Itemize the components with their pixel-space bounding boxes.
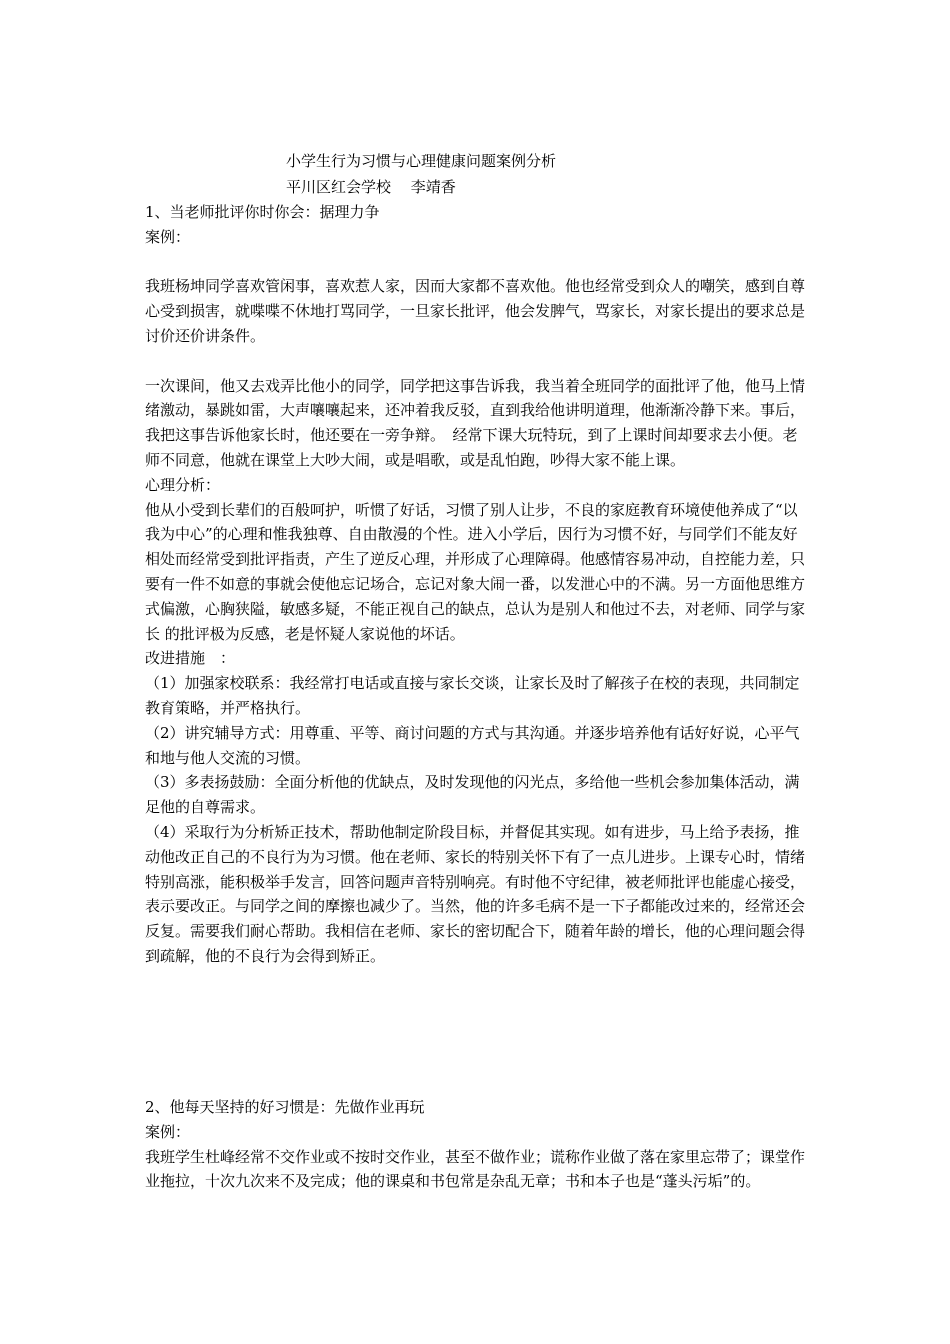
section-2-heading: 2、他每天坚持的好习惯是：先做作业再玩 bbox=[145, 1098, 425, 1116]
measure-item: （3）多表扬鼓励：全面分析他的优缺点，及时发现他的闪光点，多给他一些机会参加集体活动，满足他的自尊需求。 bbox=[145, 773, 800, 817]
measures-label: 改进措施 ： bbox=[145, 649, 236, 668]
case-label: 案例： bbox=[145, 227, 191, 246]
measure-item: （2）讲究辅导方式：用尊重、平等、商讨问题的方式与其沟通。并逐步培养他有话好好说，心平气和地与他人交流的习惯。 bbox=[145, 723, 800, 767]
case-paragraph-2: 一次课间，他又去戏弄比他小的同学，同学把这事告诉我，我当着全班同学的面批评了他，他马上情绪激动，暴跳如雷，大声嚷嚷起来，还冲着我反驳，直到我给他讲明道理，他渐渐冷静下来。事后，我把这事告诉他家长时，他还要在一旁争辩。 经常下课大玩特玩，到了上课时间却要求去小便。老师不同意，他就在课堂上大吵大闹，或是唱歌，或是乱怕跑，吵得大家不能上课。 bbox=[145, 376, 806, 469]
document-title: 小学生行为习惯与心理健康问题案例分析 bbox=[286, 152, 557, 170]
section-1 bbox=[145, 200, 807, 969]
case-label: 案例： bbox=[145, 1122, 191, 1141]
measure-item: （4）采取行为分析矫正技术，帮助他制定阶段目标，并督促其实现。如有进步，马上给予表扬，推动他改正自己的不良行为为习惯。他在老师、家长的特别关怀下有了一点儿进步。上课专心时，情绪特别高涨，能积极举手发言，回答问题声音特别响亮。有时他不守纪律，被老师批评也能虚心接受，表示要改正。与同学之间的摩擦也减少了。当然，他的许多毛病不是一下子都能改过来的，经常还会反复。需要我们耐心帮助。我相信在老师、家长的密切配合下，随着年龄的增长，他的心理问题会得到疏解，他的不良行为会得到矫正。 bbox=[145, 822, 806, 965]
measure-item: （1）加强家校联系：我经常打电话或直接与家长交谈，让家长及时了解孩子在校的表现，共同制定教育策略，并严格执行。 bbox=[145, 674, 800, 717]
blank-line bbox=[145, 250, 807, 275]
analysis-label: 心理分析： bbox=[145, 475, 221, 494]
author-line: 平川区红会学校 李靖香 bbox=[286, 178, 456, 196]
analysis-paragraph: 他从小受到长辈们的百般呵护，听惯了好话，习惯了别人让步，不良的家庭教育环境使他养成了“以我为中心”的心理和惟我独尊、自由散漫的个性。进入小学后，因行为习惯不好，与同学们不能友好相处而经常受到批评指责，产生了逆反心理，并形成了心理障碍。他感情容易冲动，自控能力差，只要有一件不如意的事就会使他忘记场合，忘记对象大闹一番，以发泄心中的不满。另一方面他思维方式偏激，心胸狭隘，敏感多疑，不能正视自己的缺点，总认为是别人和他过不去，对老师、同学与家长 的批评极为反感，老是怀疑人家说他的坏话。 bbox=[145, 500, 806, 643]
case-paragraph: 我班学生杜峰经常不交作业或不按时交作业，甚至不做作业；谎称作业做了落在家里忘带了；课堂作业拖拉，十次九次来不及完成；他的课桌和书包常是杂乱无章；书和本子也是“蓬头污垢”的。 bbox=[145, 1147, 806, 1191]
blank-line bbox=[145, 349, 807, 374]
section-2 bbox=[145, 1095, 807, 1194]
case-paragraph-1: 我班杨坤同学喜欢管闲事，喜欢惹人家，因而大家都不喜欢他。他也经常受到众人的嘲笑，感到自尊心受到损害，就喋喋不休地打骂同学，一旦家长批评，他会发脾气，骂家长，对家长提出的要求总是讨价还价讲条件。 bbox=[145, 277, 806, 345]
section-1-heading: 1、当老师批评你时你会：据理力争 bbox=[145, 203, 380, 221]
